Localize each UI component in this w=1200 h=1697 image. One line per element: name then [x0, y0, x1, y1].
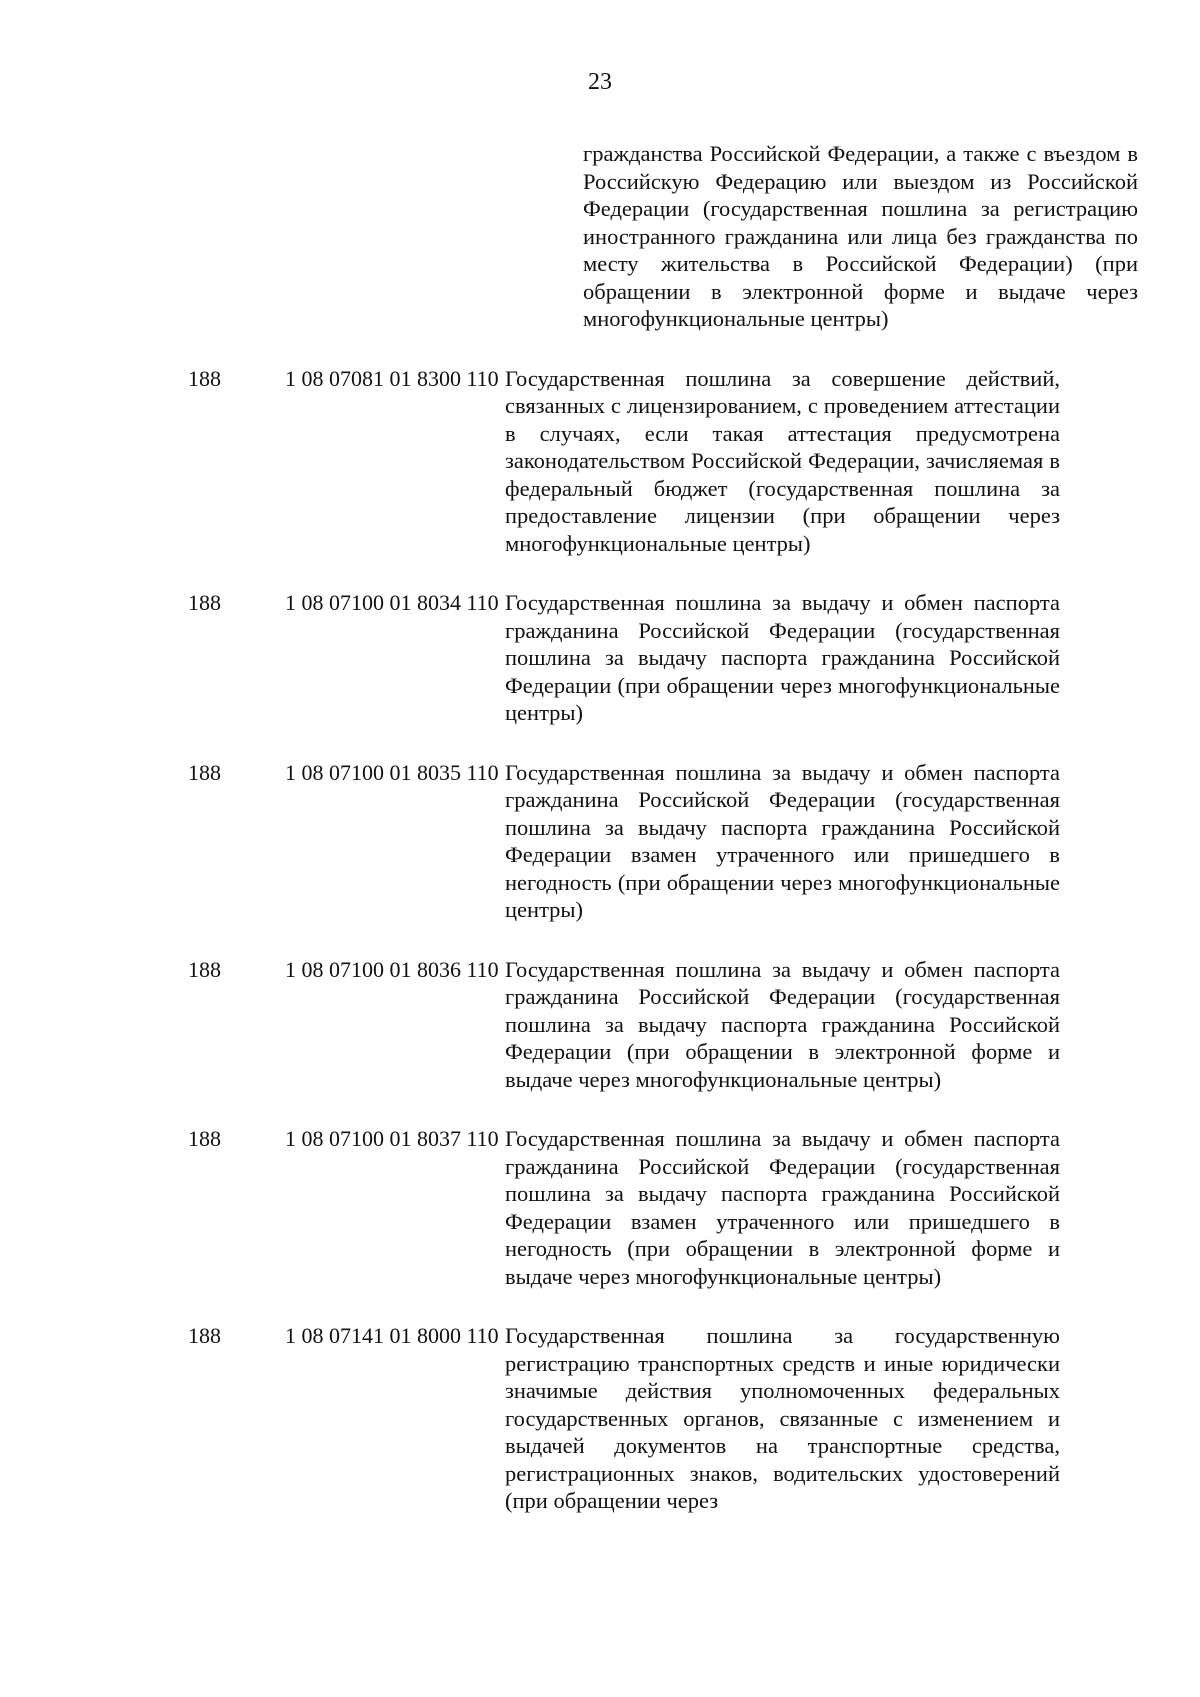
budget-classification-code: 1 08 07100 01 8036 110	[285, 956, 499, 982]
table-row	[0, 365, 1200, 558]
admin-code: 188	[188, 590, 221, 615]
row-gap	[0, 557, 1200, 589]
row-gap	[0, 1093, 1200, 1125]
table-row	[0, 1322, 1200, 1515]
budget-classification-code: 1 08 07100 01 8037 110	[285, 1126, 499, 1151]
row-gap	[0, 333, 1200, 365]
table-row	[0, 759, 1200, 924]
page-number: 23	[588, 69, 612, 95]
income-description: Государственная пошлина за государственную регистрацию транспортных средств и иные юридически значимые действия уполномоченных федеральных государственных органов, связанные с изменением и выдачей документов на транспортные средства, регистрационных знаков, водительских удостоверений (при обращении через	[505, 1323, 1060, 1513]
budget-classification-code: 1 08 07100 01 8035 110	[285, 759, 499, 785]
income-description: Государственная пошлина за совершение действий, связанных с лицензированием, с проведением аттестации в случаях, если такая аттестация предусмотрена законодательством Российской Федерации, зачисляемая в федеральный бюджет (государственная пошлина за предоставление лицензии (при обращении через многофункциональные центры)	[505, 365, 1060, 556]
admin-code: 188	[188, 365, 221, 391]
income-description: Государственная пошлина за выдачу и обмен паспорта гражданина Российской Федерации (государственная пошлина за выдачу паспорта гражданина Российской Федерации взамен утраченного или пришедшего в негодность (при обращении через многофункциональные центры)	[505, 759, 1060, 922]
table-row	[0, 1125, 1200, 1290]
classification-table	[0, 140, 1200, 1515]
row-gap	[0, 924, 1200, 956]
admin-code: 188	[188, 1126, 221, 1151]
description-continuation: гражданства Российской Федерации, а также с въездом в Российскую Федерацию или выездом из Российской Федерации (государственная пошлина за регистрацию иностранного гражданина или лица без гражданства по месту жительства в Российской Федерации) (при обращении в электронной форме и выдаче через многофункциональные центры)	[583, 141, 1138, 331]
row-gap	[0, 1290, 1200, 1322]
admin-code: 188	[188, 759, 221, 785]
income-description: Государственная пошлина за выдачу и обмен паспорта гражданина Российской Федерации (государственная пошлина за выдачу паспорта гражданина Российской Федерации (при обращении в электронной форме и выдаче через многофункциональные центры)	[505, 956, 1060, 1092]
budget-classification-code: 1 08 07100 01 8034 110	[285, 590, 499, 615]
income-description: Государственная пошлина за выдачу и обмен паспорта гражданина Российской Федерации (государственная пошлина за выдачу паспорта гражданина Российской Федерации (при обращении через многофункциональные центры)	[505, 590, 1060, 725]
table-row-continuation	[0, 140, 1200, 333]
row-gap	[0, 727, 1200, 759]
table-row	[0, 589, 1200, 727]
budget-classification-code: 1 08 07141 01 8000 110	[285, 1323, 499, 1348]
admin-code: 188	[188, 1323, 221, 1348]
admin-code: 188	[188, 956, 221, 982]
income-description: Государственная пошлина за выдачу и обмен паспорта гражданина Российской Федерации (государственная пошлина за выдачу паспорта гражданина Российской Федерации взамен утраченного или пришедшего в негодность (при обращении в электронной форме и выдаче через многофункциональные центры)	[505, 1126, 1060, 1289]
table-row	[0, 956, 1200, 1094]
budget-classification-code: 1 08 07081 01 8300 110	[285, 365, 499, 391]
